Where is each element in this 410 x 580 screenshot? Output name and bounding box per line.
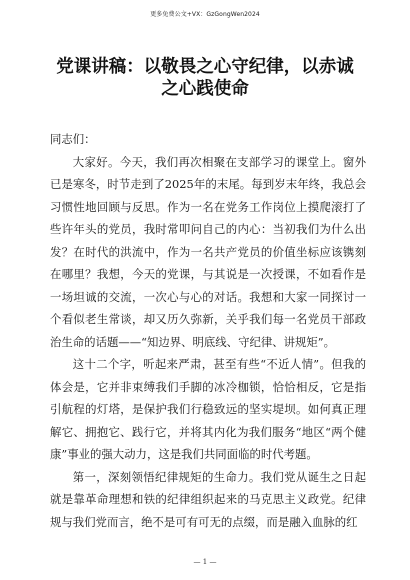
page-number: — 1 — bbox=[193, 558, 217, 566]
document-title: 党课讲稿：以敬畏之心守纪律，以赤诚之心践使命 bbox=[56, 57, 354, 99]
paragraph: 第一，深刻领悟纪律规矩的生命力。我们党从诞生之日起就是靠革命理想和铁的纪律组织起来的马克思主义政党。纪律规与我们党而言，绝不是可有可无的点缀，而是融入血脉的红 bbox=[50, 469, 366, 529]
header-note: 更多免费公文+VX：GzGongWen2024 bbox=[150, 11, 260, 18]
salutation: 同志们： bbox=[50, 132, 96, 146]
document-body bbox=[50, 128, 366, 533]
paragraph: 这十二个字，听起来严肃，甚至有些“不近人情”。但我的体会是，它并非束缚我们手脚的冰冷枷锁，恰恰相反，它是指引航程的灯塔，是保护我们行稳致远的坚实堤坝。如何真正理解它、拥抱它、践行它，并将其内化为我们服务“地区“两个健康”事业的强大动力，这是我们共同面临的时代考题。 bbox=[50, 357, 366, 461]
paragraph: 大家好。今天，我们再次相聚在支部学习的课堂上。窗外已是寒冬，时节走到了2025年的末尾。每到岁末年终，我总会习惯性地回顾与反思。作为一名在党务工作岗位上摸爬滚打了些许年头的党员，我时常叩问自己的内心：当初我们为什么出发？在时代的洪流中，作为一名共产党员的价值坐标应该镌刻在哪里？我想，今天的党课，与其说是一次授课，不如看作是一场坦诚的交流，一次心与心的对话。我想和大家一同探讨一个看似老生常谈，却又历久弥新，关乎我们每一名党员干部政治生命的话题——“知边界、明底线、守纪律、讲规矩”。 bbox=[50, 154, 366, 349]
